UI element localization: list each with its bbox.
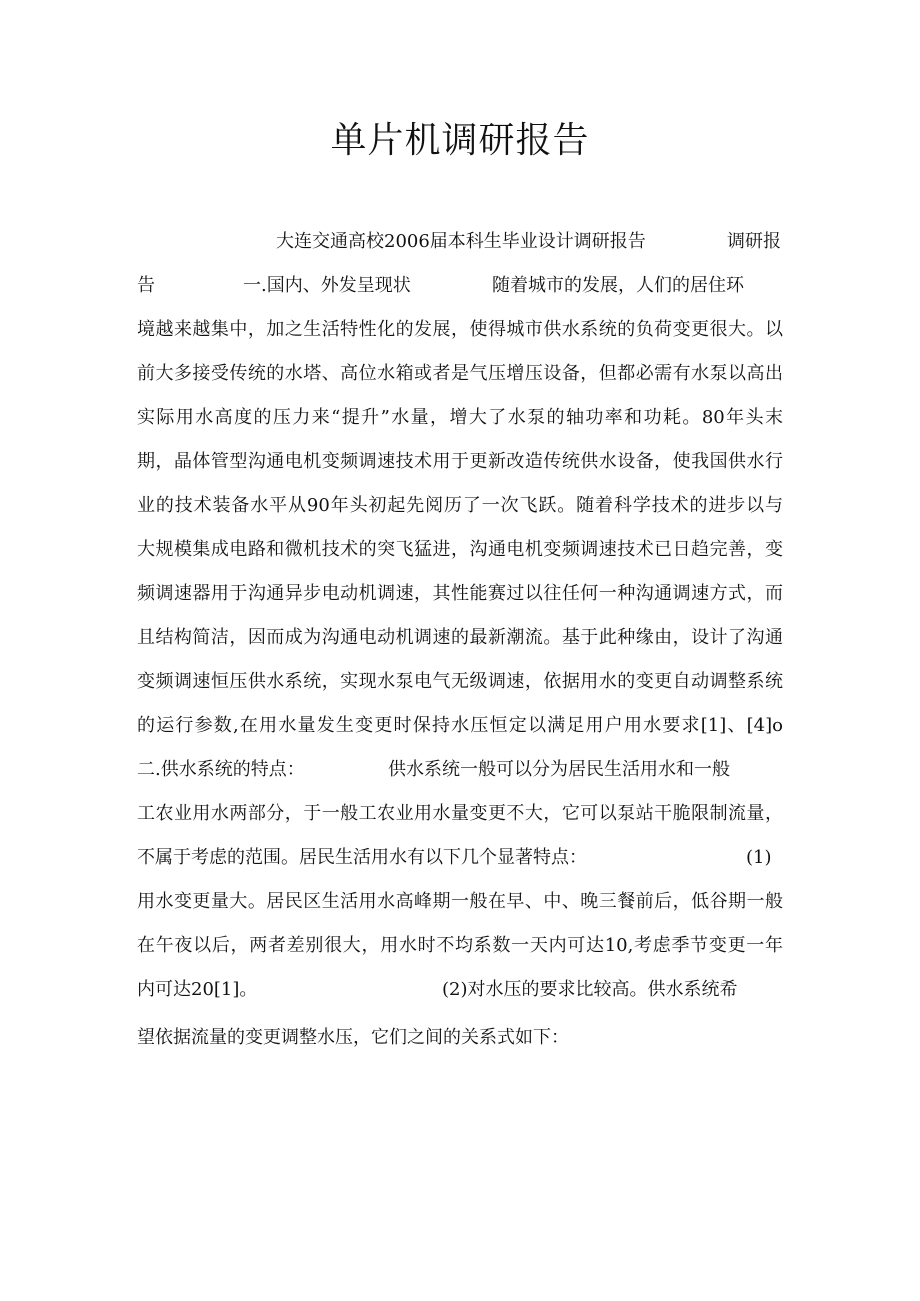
paragraph-line-6: 业的技术装备水平从90年头初起先阅历了一次飞跃。随着科学技术的进步以与 (137, 495, 783, 516)
section-heading-1: 一.国内、外发呈现状 (243, 275, 411, 296)
section-heading-2: 二.供水系统的特点： (137, 759, 305, 780)
paragraph-line-15: 用水变更量大。居民区生活用水高峰期一般在早、中、晚三餐前后，低谷期一般 (137, 891, 783, 912)
list-marker-1: (1) (746, 847, 772, 868)
paragraph-line-2: 境越来越集中，加之生活特性化的发展，使得城市供水系统的负荷变更很大。以 (137, 319, 783, 340)
paragraph-line-5: 期，晶体管型沟通电机变频调速技术用于更新改造传统供水设备，使我国供水行 (137, 451, 783, 472)
paragraph-line-1-seg-3: 随着城市的发展，人们的居住环 (492, 275, 744, 296)
paragraph-line-10: 变频调速恒压供水系统，实现水泵电气无级调速，依据用水的变更自动调整系统 (137, 671, 783, 692)
paragraph-line-16: 在午夜以后，两者差别很大，用水时不均系数一天内可达10,考虑季节变更一年 (137, 935, 783, 956)
subtitle-tail: 调研报 (727, 231, 781, 252)
paragraph-line-18: 望依据流量的变更调整水压，它们之间的关系式如下： (137, 1027, 569, 1048)
paragraph-line-14-seg-1: 不属于考虑的范围。居民生活用水有以下几个显著特点： (137, 847, 587, 868)
paragraph-line-13: 工农业用水两部分，于一般工农业用水量变更不大，它可以泵站干脆限制流量， (137, 803, 783, 824)
paragraph-line-1-seg-1: 告 (137, 275, 155, 296)
paragraph-line-17-seg-2: (2)对水压的要求比较高。供水系统希 (442, 979, 738, 1000)
paragraph-line-7: 大规模集成电路和微机技术的突飞猛进，沟通电机变频调速技术已日趋完善，变 (137, 539, 783, 560)
paragraph-line-8: 频调速器用于沟通异步电动机调速，其性能赛过以往任何一种沟通调速方式，而 (137, 583, 783, 604)
paragraph-line-17-seg-1: 内可达20[1]。 (137, 979, 258, 1000)
paragraph-line-4: 实际用水高度的压力来“提升”水量，增大了水泵的轴功率和功耗。80年头末 (137, 407, 783, 428)
paragraph-line-9: 且结构简洁，因而成为沟通电动机调速的最新潮流。基于此种缘由，设计了沟通 (137, 627, 783, 648)
document-title: 单片机调研报告 (330, 120, 590, 161)
paragraph-line-11: 的运行参数,在用水量发生变更时保持水压恒定以满足用户用水要求[1]、[4]o (137, 715, 783, 736)
paragraph-line-3: 前大多接受传统的水塔、高位水箱或者是气压增压设备，但都必需有水泵以高出 (137, 363, 783, 384)
subtitle-line: 大连交通高校2006届本科生毕业设计调研报告 (276, 231, 646, 252)
paragraph-line-12-seg-2: 供水系统一般可以分为居民生活用水和一般 (388, 759, 730, 780)
